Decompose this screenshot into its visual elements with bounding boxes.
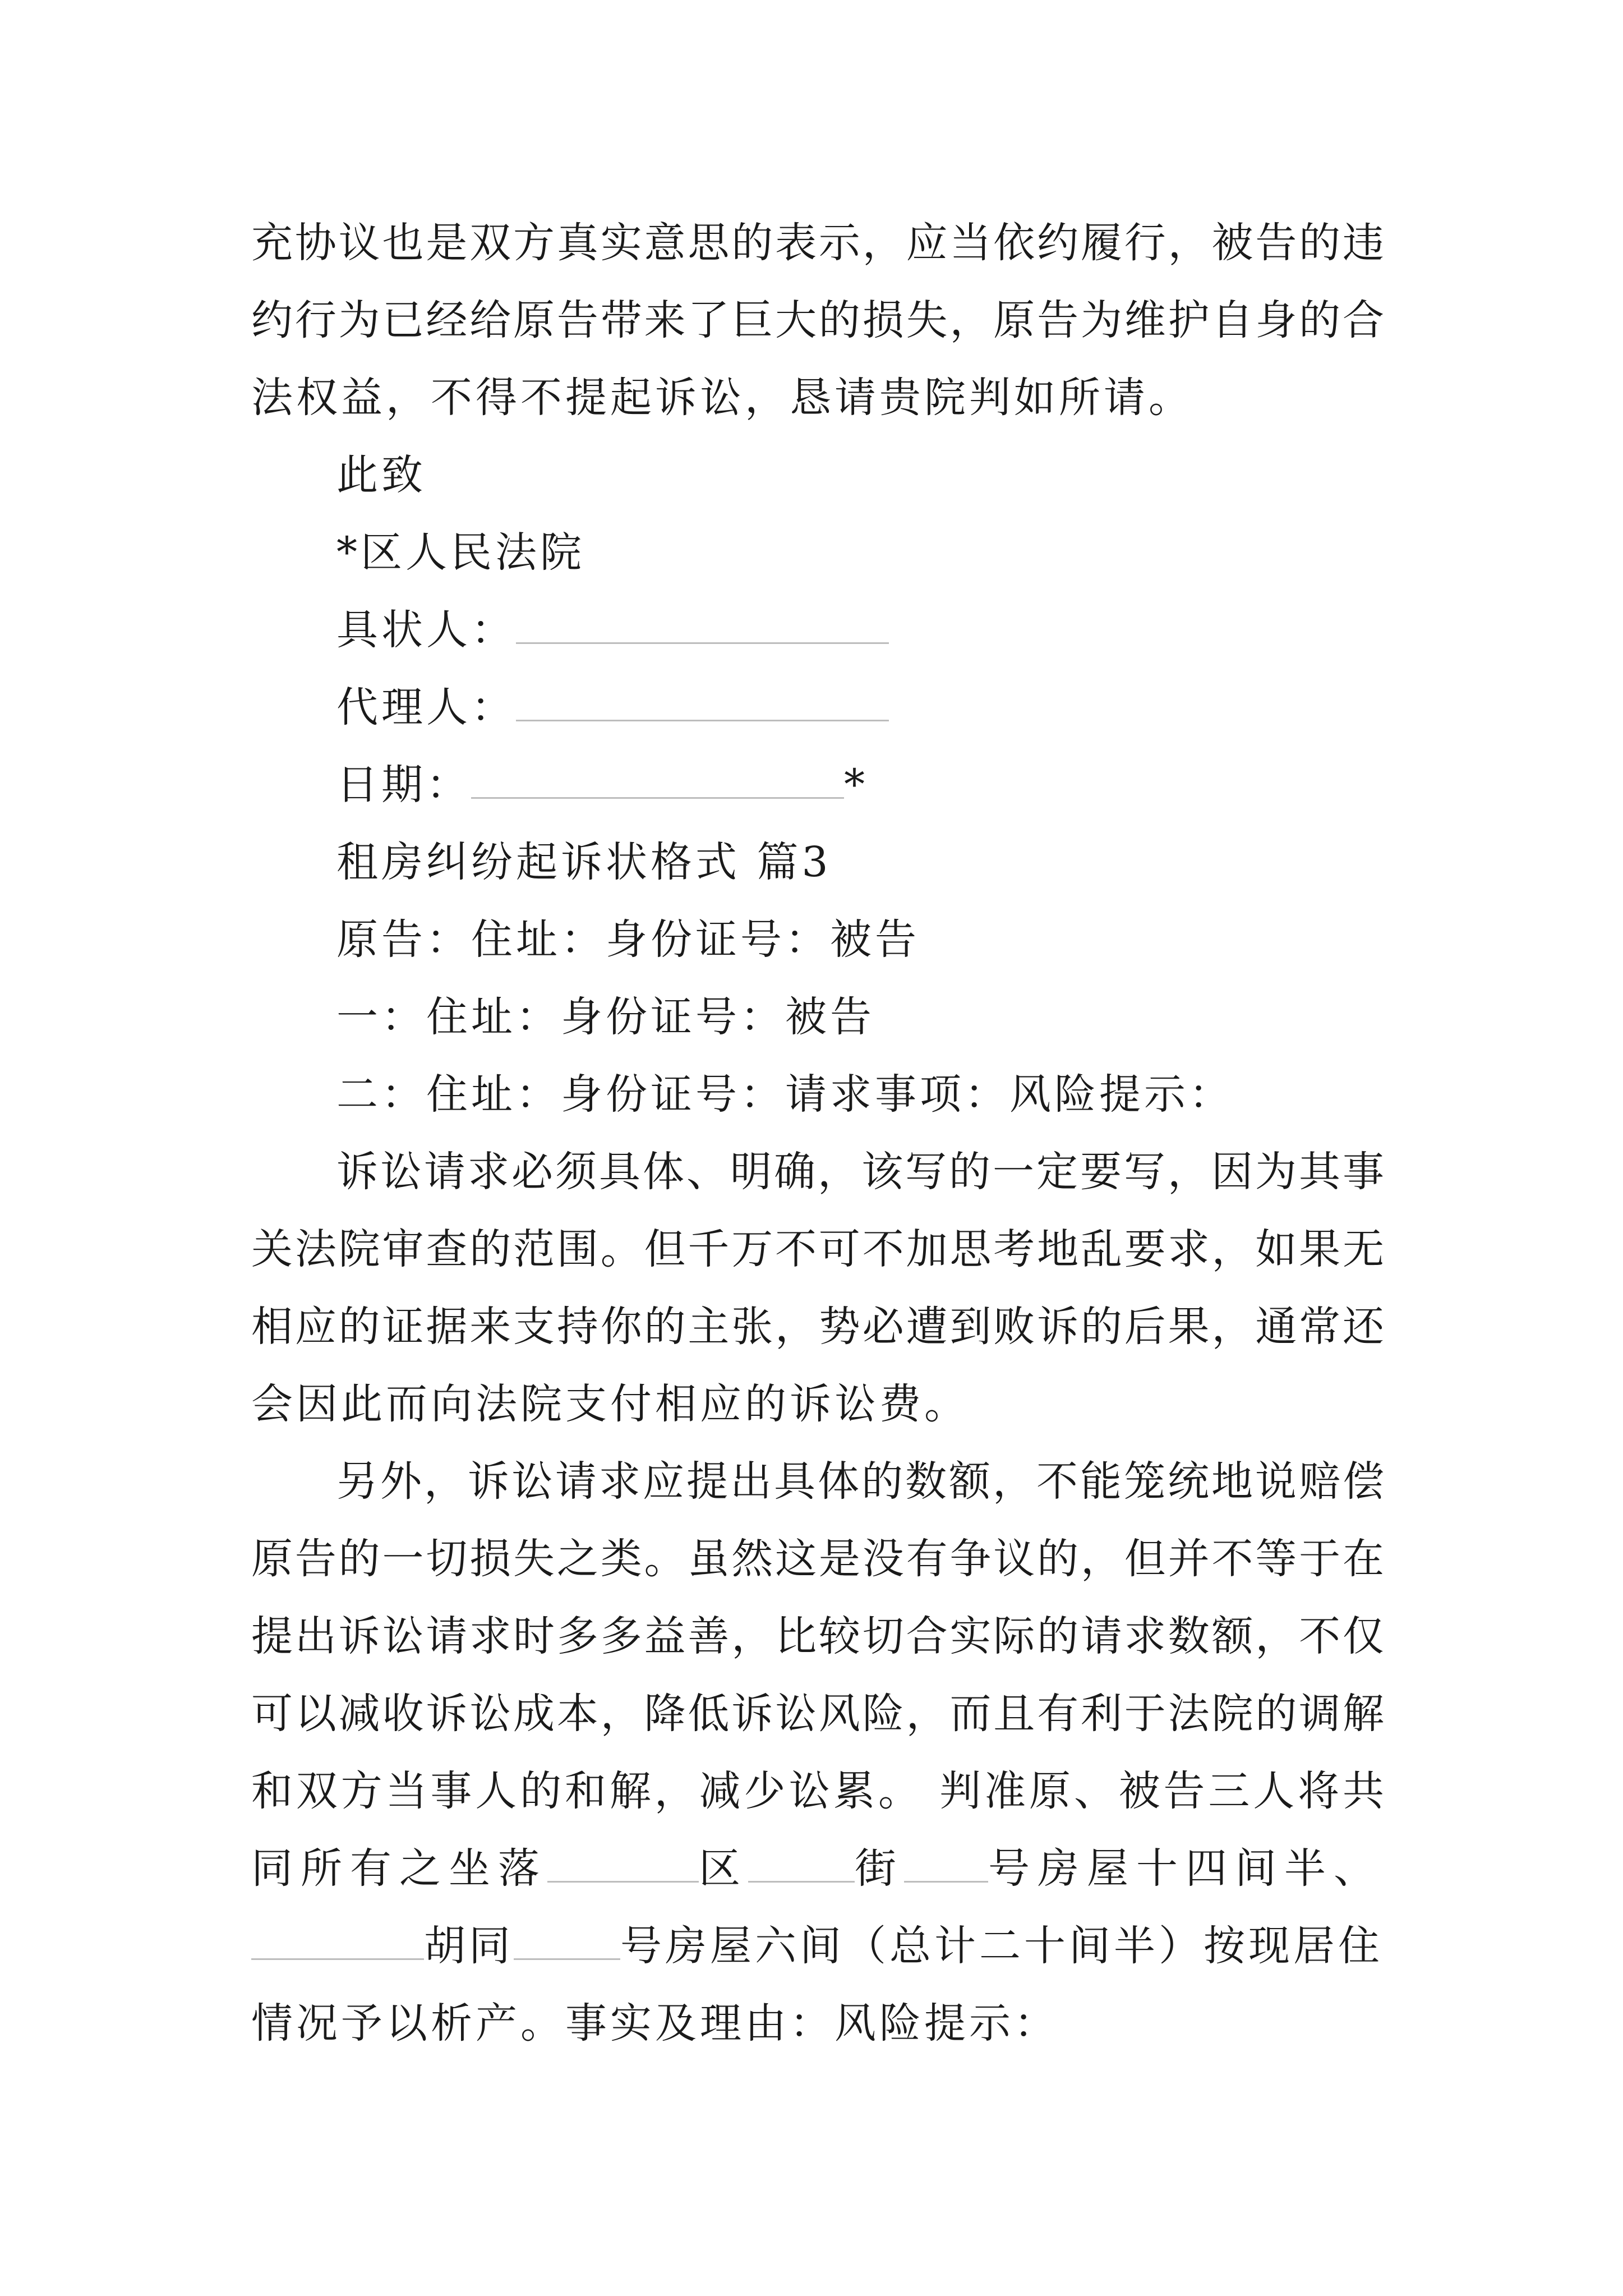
text-segment: 号房屋十四间半、 [988,1844,1383,1893]
text-segment: 号房屋六间（总计二十间半）按现居住 [620,1922,1383,1970]
paragraph-line: 充协议也是双方真实意思的表示，应当依约履行，被告的违 [251,219,1384,267]
parties-line: 原告：住址：身份证号：被告 [336,915,920,964]
paragraph-line-with-blanks [251,1841,1383,1897]
date-suffix: * [844,761,868,809]
plaintiff-signature-line [336,602,889,658]
paragraph-line: 关法院审查的范围。但千万不可不加思考地乱要求，如果无 [251,1225,1384,1273]
paragraph-line: 诉讼请求必须具体、明确，该写的一定要写，因为其事 [336,1148,1384,1196]
paragraph-line: 约行为已经给原告带来了巨大的损失，原告为维护自身的合 [251,296,1384,344]
salutation: 此致 [336,451,426,499]
district-blank [547,1846,699,1883]
plaintiff-blank [516,608,889,644]
date-blank [471,762,844,799]
agent-blank [516,685,889,721]
number-blank [904,1846,988,1883]
date-line [336,757,868,813]
paragraph-line: 提出诉讼请求时多多益善，比较切合实际的请求数额，不仅 [251,1612,1384,1660]
parties-line: 一：住址：身份证号：被告 [336,993,875,1041]
paragraph-line: 法权益，不得不提起诉讼，恳请贵院判如所请。 [251,374,1193,422]
plaintiff-label: 具状人： [336,606,516,654]
paragraph-line: 可以减收诉讼成本，降低诉讼风险，而且有利于法院的调解 [251,1690,1384,1738]
parties-line: 二：住址：身份证号：请求事项：风险提示： [336,1070,1234,1119]
paragraph-line: 原告的一切损失之类。虽然这是没有争议的，但并不等于在 [251,1535,1384,1583]
paragraph-line: 另外，诉讼请求应提出具体的数额，不能笼统地说赔偿 [336,1457,1384,1506]
paragraph-line: 情况予以析产。事实及理由：风险提示： [251,1999,1059,2047]
number-blank [514,1924,620,1960]
paragraph-line: 和双方当事人的和解，减少讼累。 判准原、被告三人将共 [251,1767,1384,1815]
hutong-blank [251,1924,424,1960]
date-label: 日期： [336,761,471,809]
text-segment: 区 [699,1844,748,1893]
text-segment: 街 [855,1844,904,1893]
text-segment: 胡同 [424,1922,514,1970]
paragraph-line: 会因此而向法院支付相应的诉讼费。 [251,1380,969,1428]
agent-label: 代理人： [336,683,516,731]
section-title: 租房纠纷起诉状格式 篇3 [336,838,832,886]
paragraph-line: 相应的证据来支持你的主张，势必遭到败诉的后果，通常还 [251,1303,1384,1351]
agent-signature-line [336,679,889,735]
street-blank [748,1846,855,1883]
court-name: *区人民法院 [336,528,585,577]
paragraph-line-with-blanks [251,1918,1383,1974]
text-segment: 同所有之坐落 [251,1844,547,1893]
